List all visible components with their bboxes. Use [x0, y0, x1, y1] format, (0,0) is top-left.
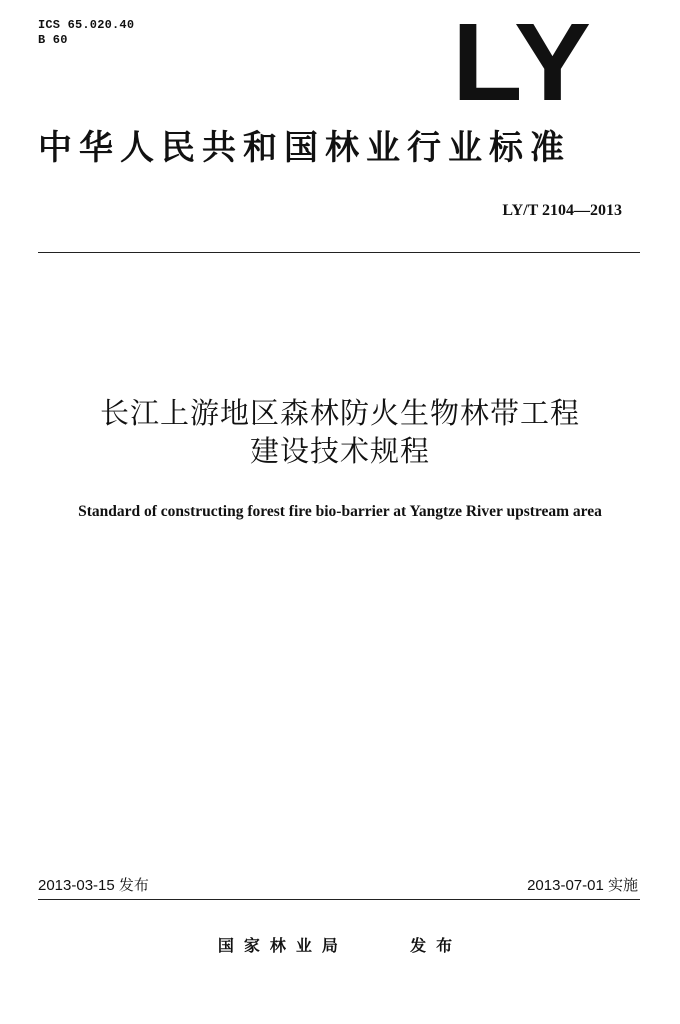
top-divider: [38, 252, 640, 253]
classification-codes: [38, 18, 134, 48]
chinese-title-line-2: 建设技术规程: [249, 434, 430, 468]
ly-logo: LY: [452, 1, 594, 124]
ccs-code: B 60: [38, 33, 68, 47]
issue-date: 2013-03-15 发布: [38, 877, 149, 894]
bottom-divider: [38, 899, 640, 900]
chinese-title: [0, 394, 680, 470]
english-title: Standard of constructing forest fire bio-barrier at Yangtze River upstream area: [78, 503, 602, 520]
standard-number: LY/T 2104—2013: [502, 202, 622, 219]
publisher-line: 国家林业局 发布: [217, 936, 463, 955]
ics-code: ICS 65.020.40: [38, 18, 135, 32]
implementation-date: 2013-07-01 实施: [527, 877, 638, 894]
chinese-title-line-1: 长江上游地区森林防火生物林带工程: [99, 396, 580, 430]
standard-type-heading: 中华人民共和国林业行业标准: [38, 128, 571, 168]
